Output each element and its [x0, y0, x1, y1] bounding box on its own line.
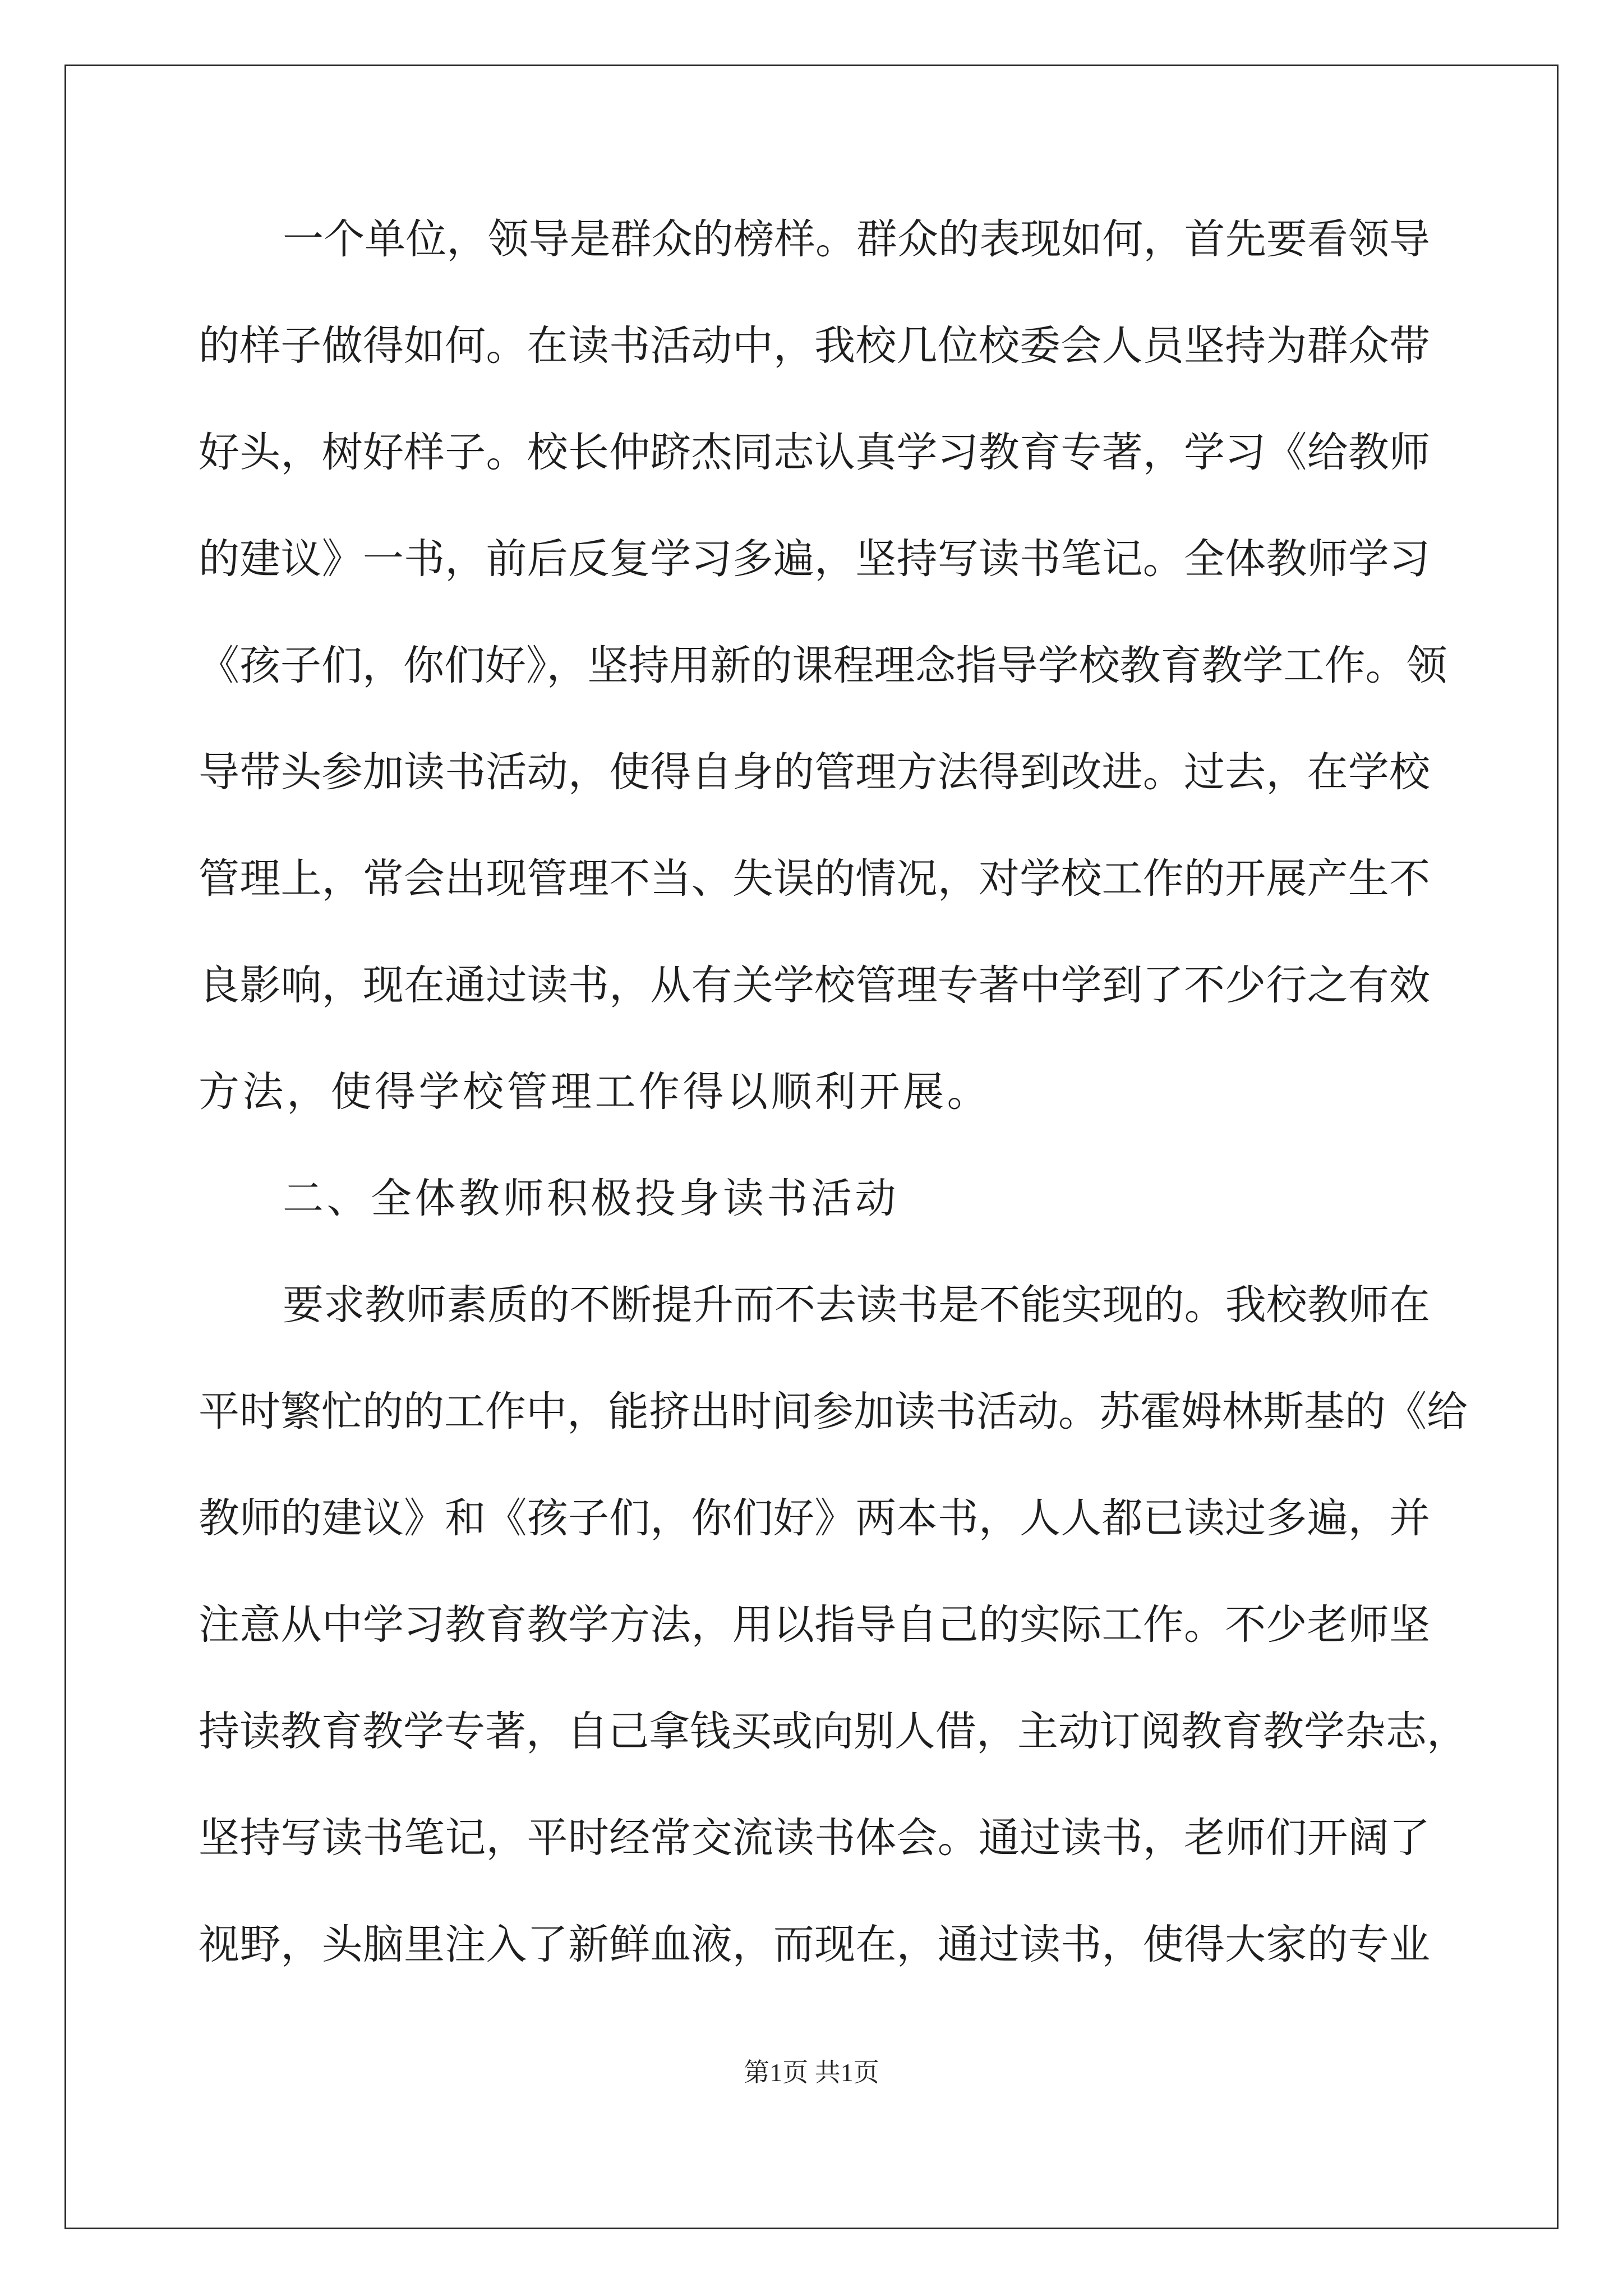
page-number: 第1页 共1页: [744, 2058, 879, 2087]
paragraph-line: 的建议》一书，前后反复学习多遍，坚持写读书笔记。全体教师学习: [199, 535, 1430, 583]
paragraph-line: 平时繁忙的的工作中，能挤出时间参加读书活动。苏霍姆林斯基的《给: [199, 1388, 1468, 1435]
paragraph-line: 《孩子们，你们好》，坚持用新的课程理念指导学校教育教学工作。领: [199, 642, 1447, 689]
paragraph-line: 好头，树好样子。校长仲跻杰同志认真学习教育专著，学习《给教师: [199, 429, 1430, 476]
paragraph-line: 教师的建议》和《孩子们，你们好》两本书，人人都已读过多遍，并: [199, 1494, 1430, 1542]
paragraph-line: 视野，头脑里注入了新鲜血液，而现在，通过读书，使得大家的专业: [199, 1921, 1430, 1968]
paragraph-line: 良影响，现在通过读书，从有关学校管理专著中学到了不少行之有效: [199, 961, 1430, 1009]
paragraph-line: 的样子做得如何。在读书活动中，我校几位校委会人员坚持为群众带: [199, 322, 1430, 370]
page-border: [64, 65, 1559, 2229]
paragraph-line: 方法，使得学校管理工作得以顺利开展。: [199, 1068, 991, 1116]
paragraph-line: 一个单位，领导是群众的榜样。群众的表现如何，首先要看领导: [283, 215, 1430, 263]
paragraph-line: 持读教育教学专著，自己拿钱买或向别人借，主动订阅教育教学杂志，: [199, 1708, 1468, 1755]
paragraph-line: 坚持写读书笔记，平时经常交流读书体会。通过读书，老师们开阔了: [199, 1814, 1430, 1862]
paragraph-line: 导带头参加读书活动，使得自身的管理方法得到改进。过去，在学校: [199, 748, 1430, 796]
paragraph-line: 要求教师素质的不断提升而不去读书是不能实现的。我校教师在: [283, 1281, 1430, 1329]
paragraph-line: 注意从中学习教育教学方法，用以指导自己的实际工作。不少老师坚: [199, 1601, 1430, 1649]
paragraph-line: 管理上，常会出现管理不当、失误的情况，对学校工作的开展产生不: [199, 855, 1430, 903]
section-heading: 二、全体教师积极投身读书活动: [283, 1175, 899, 1222]
